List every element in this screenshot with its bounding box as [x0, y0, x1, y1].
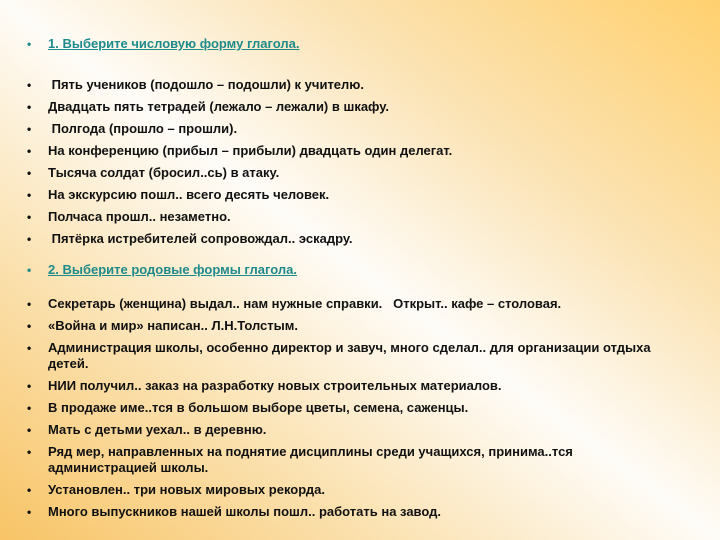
list-item-text: В продаже име..тся в большом выборе цветы, семена, саженцы.: [48, 400, 469, 415]
bullet-icon: •: [27, 210, 32, 224]
section-2-list: [27, 293, 668, 523]
bullet-icon: •: [27, 263, 32, 277]
list-item: [27, 419, 668, 441]
list-item: [27, 501, 668, 523]
list-item-text: Администрация школы, особенно директор и завуч, много сделал.. для организации отдыха детей.: [48, 340, 655, 371]
list-item: [27, 118, 668, 140]
bullet-icon: •: [27, 100, 32, 114]
list-item-text: Полгода (прошло – прошли).: [48, 121, 238, 136]
bullet-icon: •: [27, 37, 32, 51]
list-item: [27, 337, 668, 375]
list-item-text: Установлен.. три новых мировых рекорда.: [48, 482, 325, 497]
list-item: [27, 441, 668, 479]
list-item-text: На экскурсию пошл.. всего десять человек.: [48, 187, 330, 202]
bullet-icon: •: [27, 423, 32, 437]
section-2-heading: 2. Выберите родовые формы глагола.: [48, 262, 297, 277]
bullet-icon: •: [27, 232, 32, 246]
list-item-text: «Война и мир» написан.. Л.Н.Толстым.: [48, 318, 298, 333]
list-item: [27, 375, 668, 397]
bullet-icon: •: [27, 445, 32, 459]
bullet-icon: •: [27, 379, 32, 393]
list-item-text: Пять учеников (подошло – подошли) к учителю.: [48, 77, 365, 92]
bullet-icon: •: [27, 297, 32, 311]
list-item: [27, 184, 668, 206]
list-item: [27, 228, 668, 250]
list-item-text: Много выпускников нашей школы пошл.. работать на завод.: [48, 504, 442, 519]
list-item-text: Мать с детьми уехал.. в деревню.: [48, 422, 267, 437]
section-1-heading-row: [27, 33, 668, 55]
section-1-list: [27, 74, 668, 250]
list-item: [27, 315, 668, 337]
list-item-text: Полчаса прошл.. незаметно.: [48, 209, 231, 224]
list-item-text: Секретарь (женщина) выдал.. нам нужные справки. Открыт.. кафе – столовая.: [48, 296, 562, 311]
list-item: [27, 140, 668, 162]
bullet-icon: •: [27, 144, 32, 158]
bullet-icon: •: [27, 505, 32, 519]
list-item: [27, 74, 668, 96]
list-item-text: Ряд мер, направленных на поднятие дисциплины среди учащихся, принима..тся администрацией школы.: [48, 444, 577, 475]
bullet-icon: •: [27, 166, 32, 180]
list-item-text: Двадцать пять тетрадей (лежало – лежали) в шкафу.: [48, 99, 389, 114]
bullet-icon: •: [27, 319, 32, 333]
section-1: [27, 33, 668, 250]
list-item: [27, 293, 668, 315]
bullet-icon: •: [27, 341, 32, 355]
list-item: [27, 162, 668, 184]
section-1-heading: 1. Выберите числовую форму глагола.: [48, 36, 300, 51]
list-item-text: Пятёрка истребителей сопровождал.. эскадру.: [48, 231, 353, 246]
list-item: [27, 397, 668, 419]
bullet-icon: •: [27, 122, 32, 136]
list-item-text: НИИ получил.. заказ на разработку новых строительных материалов.: [48, 378, 502, 393]
list-item-text: Тысяча солдат (бросил..сь) в атаку.: [48, 165, 280, 180]
bullet-icon: •: [27, 188, 32, 202]
bullet-icon: •: [27, 401, 32, 415]
list-item: [27, 479, 668, 501]
list-item: [27, 206, 668, 228]
list-item: [27, 96, 668, 118]
section-2: [27, 259, 668, 523]
section-2-heading-row: [27, 259, 668, 281]
bullet-icon: •: [27, 483, 32, 497]
list-item-text: На конференцию (прибыл – прибыли) двадцать один делегат.: [48, 143, 453, 158]
bullet-icon: •: [27, 78, 32, 92]
